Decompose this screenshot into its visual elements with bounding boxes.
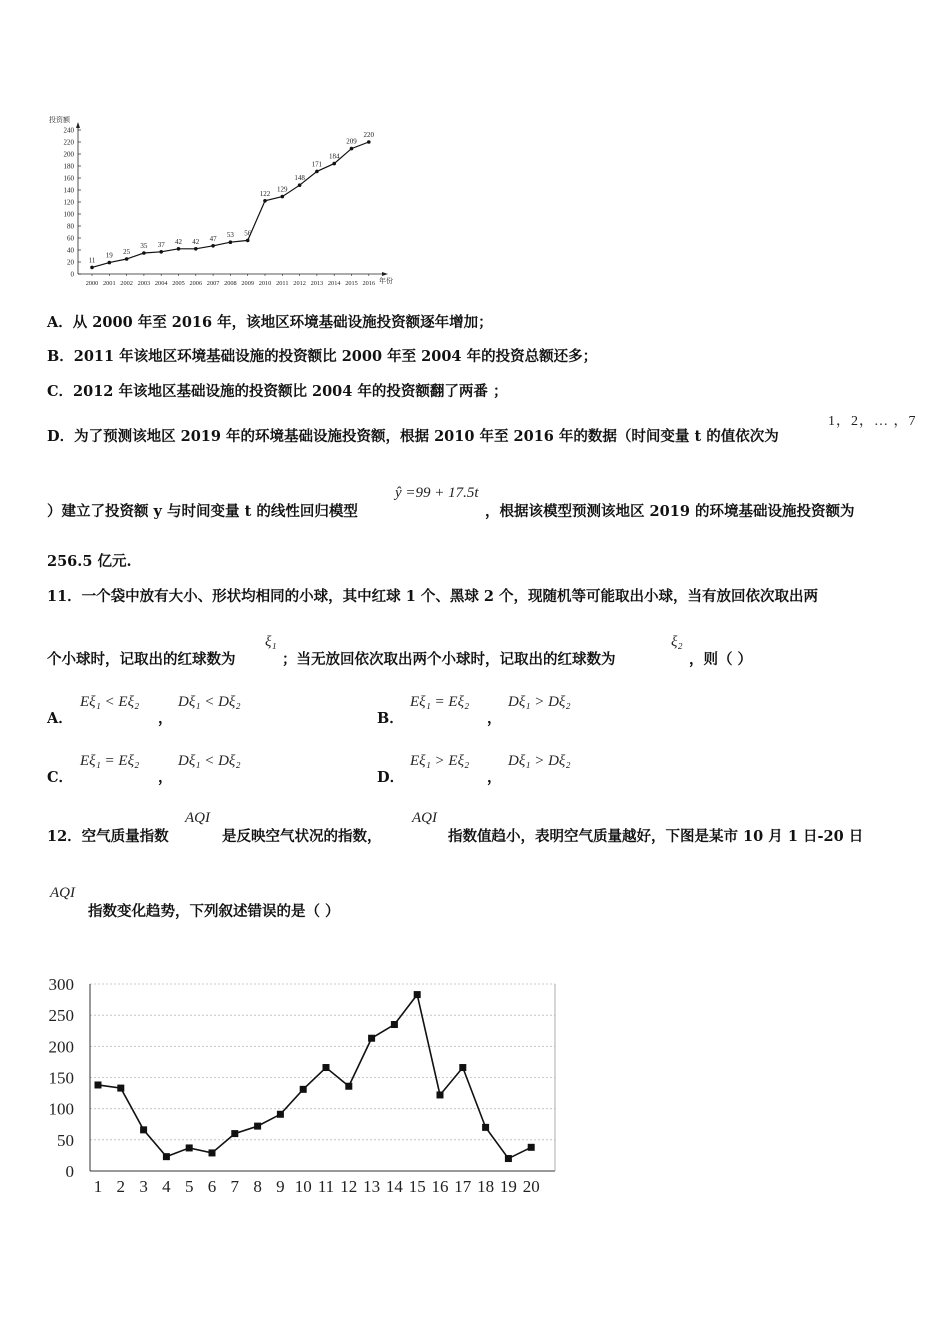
q12-stem-line1b: 是反映空气状况的指数， <box>222 828 382 845</box>
data-label: 47 <box>209 234 217 243</box>
data-point <box>263 199 267 203</box>
q12-stem-line1a: 12．空气质量指数 <box>47 828 169 845</box>
q11-stem-line1: 11．一个袋中放有大小、形状均相同的小球，其中红球 1 个、黑球 2 个，现随机等可能取出小球，当有放回依次取出两 <box>47 588 819 605</box>
q11-option-d-comma: ， <box>487 769 502 786</box>
x-tick-label: 19 <box>499 1177 517 1196</box>
x-tick-label: 6 <box>207 1177 217 1196</box>
y-tick-label: 300 <box>48 975 74 994</box>
q10-option-d-line4: 256.5 亿元. <box>47 553 132 570</box>
x-tick-label: 2006 <box>189 280 203 287</box>
data-label: 42 <box>175 237 182 246</box>
y-tick-label: 0 <box>70 270 74 279</box>
y-tick-label: 160 <box>63 174 74 183</box>
x-tick-label: 2002 <box>120 280 133 287</box>
data-label: 220 <box>363 131 375 139</box>
x-tick-label: 15 <box>408 1177 426 1196</box>
q10-option-d-line3: ，根据该模型预测该地区 2019 的环境基础设施投资额为 <box>485 503 855 520</box>
data-point <box>90 266 94 270</box>
q11-stem-line2a: 个小球时，记取出的红球数为 <box>47 651 236 668</box>
q11-stem-line2b: ；当无放回依次取出两个小球时，记取出的红球数为 <box>282 651 616 668</box>
x-tick-label: 10 <box>294 1177 312 1196</box>
q10-option-b: B．2011 年该地区环境基础设施的投资额比 2000 年至 2004 年的投资总额还多； <box>47 348 598 365</box>
x-tick-label: 5 <box>184 1177 194 1196</box>
data-point <box>142 251 146 255</box>
math-t-values: 1，2，… ，7 <box>828 414 917 429</box>
y-tick-label: 150 <box>48 1068 74 1088</box>
data-point <box>350 147 354 151</box>
data-point <box>95 1081 102 1088</box>
q10-option-a: A．从 2000 年至 2016 年，该地区环境基础设施投资额逐年增加； <box>47 314 493 331</box>
data-label: 129 <box>277 185 288 194</box>
y-tick-label: 200 <box>48 1037 74 1057</box>
x-axis-arrow <box>382 272 388 276</box>
data-point <box>177 247 181 251</box>
data-point <box>277 1111 284 1118</box>
data-label: 37 <box>157 240 165 249</box>
data-point <box>323 1064 330 1071</box>
data-point <box>414 991 421 998</box>
data-point <box>211 244 215 248</box>
data-point <box>229 240 233 244</box>
data-point <box>300 1086 307 1093</box>
x-tick-label: 11 <box>317 1177 335 1196</box>
x-tick-label: 12 <box>340 1177 358 1196</box>
x-tick-label: 2008 <box>224 280 237 287</box>
data-label: 209 <box>346 137 357 146</box>
q10-option-d-line2: ）建立了投资额 y 与时间变量 t 的线性回归模型 <box>47 503 358 520</box>
y-tick-label: 40 <box>67 246 74 255</box>
x-tick-label: 2009 <box>241 280 254 287</box>
data-label: 184 <box>328 152 340 161</box>
y-tick-label: 140 <box>63 186 74 195</box>
aqi-line-chart <box>40 970 570 1200</box>
x-tick-label: 2011 <box>276 280 289 287</box>
y-tick-label: 100 <box>63 210 74 219</box>
y-tick-label: 50 <box>57 1130 74 1150</box>
y-axis-label: 投资额 <box>49 116 70 124</box>
q11-option-c-math2: Dξ₁ < Dξ₂ <box>178 753 241 769</box>
y-tick-label: 180 <box>63 162 74 171</box>
q11-option-b-label: B． <box>377 710 404 727</box>
x-tick-label: 3 <box>139 1177 148 1196</box>
series-line <box>98 995 531 1159</box>
x-tick-label: 2013 <box>310 280 324 287</box>
x-tick-label: 2 <box>116 1177 126 1196</box>
data-point <box>117 1085 124 1092</box>
data-point <box>163 1153 170 1160</box>
math-aqi-1: AQI <box>185 810 210 826</box>
q12-stem-line1c: 指数值趋小，表明空气质量越好，下图是某市 10 月 1 日-20 日 <box>448 828 864 845</box>
q11-option-d-math2: Dξ₁ > Dξ₂ <box>508 753 571 769</box>
data-label: 11 <box>88 256 96 265</box>
x-tick-label: 8 <box>253 1177 262 1196</box>
x-tick-label: 2004 <box>154 280 168 287</box>
data-point <box>437 1091 444 1098</box>
series-line <box>92 142 369 267</box>
data-point <box>194 247 198 251</box>
x-tick-label: 2001 <box>103 280 116 287</box>
data-label: 42 <box>192 237 200 246</box>
q11-option-c-comma: ， <box>158 769 173 786</box>
math-aqi-3: AQI <box>50 885 75 901</box>
math-aqi-2: AQI <box>412 810 437 826</box>
data-label: 122 <box>259 189 271 198</box>
x-tick-label: 20 <box>522 1177 540 1196</box>
data-label: 148 <box>294 174 305 183</box>
q11-option-a-label: A． <box>47 710 73 727</box>
data-point <box>332 162 336 166</box>
x-tick-label: 2007 <box>206 280 220 287</box>
q12-stem-line2: 指数变化趋势，下列叙述错误的是（ ） <box>88 903 340 920</box>
data-point <box>254 1123 261 1130</box>
x-tick-label: 2012 <box>293 280 306 287</box>
q11-option-a-math2: Dξ₁ < Dξ₂ <box>178 694 241 710</box>
data-point <box>140 1126 147 1133</box>
data-point <box>315 170 319 174</box>
y-tick-label: 80 <box>67 222 74 231</box>
data-point <box>367 140 371 144</box>
x-tick-label: 2015 <box>345 280 358 287</box>
x-axis-label: 年份 <box>379 277 393 285</box>
x-tick-label: 2000 <box>85 280 99 287</box>
y-axis-arrow <box>76 122 80 128</box>
data-point <box>505 1155 512 1162</box>
x-tick-label: 9 <box>276 1177 285 1196</box>
x-tick-label: 2003 <box>137 280 151 287</box>
data-point <box>108 261 112 265</box>
x-tick-label: 18 <box>477 1177 495 1196</box>
data-label: 19 <box>105 251 113 260</box>
data-label: 171 <box>311 160 323 169</box>
q11-option-c-label: C． <box>47 769 74 786</box>
x-tick-label: 7 <box>230 1177 240 1196</box>
data-label: 56 <box>244 229 252 238</box>
math-xi2: ξ₂ <box>671 634 683 650</box>
data-point <box>482 1124 489 1131</box>
y-tick-label: 200 <box>63 150 74 159</box>
q11-option-d-math1: Eξ₁ > Eξ₂ <box>410 753 470 769</box>
data-point <box>231 1130 238 1137</box>
data-point <box>246 239 250 243</box>
q11-option-b-comma: ， <box>487 710 502 727</box>
x-tick-label: 2010 <box>258 280 272 287</box>
data-point <box>345 1083 352 1090</box>
y-tick-label: 220 <box>63 138 74 147</box>
y-tick-label: 100 <box>48 1099 74 1119</box>
y-tick-label: 0 <box>65 1162 74 1181</box>
q11-option-d-label: D． <box>377 769 405 786</box>
data-point <box>368 1035 375 1042</box>
q11-option-b-math2: Dξ₁ > Dξ₂ <box>508 694 571 710</box>
data-point <box>281 195 285 199</box>
data-point <box>125 257 129 261</box>
q11-option-c-math1: Eξ₁ = Eξ₂ <box>80 753 140 769</box>
q10-option-d-line1: D．为了预测该地区 2019 年的环境基础设施投资额，根据 2010 年至 2016 年的数据（时间变量 t 的值依次为 <box>47 428 779 445</box>
y-tick-label: 240 <box>63 126 74 135</box>
x-tick-label: 13 <box>363 1177 381 1196</box>
y-tick-label: 20 <box>67 258 74 267</box>
math-xi1: ξ₁ <box>265 634 277 650</box>
q11-option-a-math1: Eξ₁ < Eξ₂ <box>80 694 140 710</box>
data-point <box>459 1064 466 1071</box>
data-point <box>391 1021 398 1028</box>
data-point <box>186 1144 193 1151</box>
x-tick-label: 4 <box>162 1177 171 1196</box>
q11-stem-line2c: ，则（ ） <box>689 651 753 668</box>
x-tick-label: 1 <box>93 1177 103 1196</box>
x-tick-label: 16 <box>431 1177 449 1196</box>
x-tick-label: 2005 <box>172 280 185 287</box>
y-tick-label: 60 <box>67 234 74 243</box>
x-tick-label: 14 <box>385 1177 403 1196</box>
q11-option-b-math1: Eξ₁ = Eξ₂ <box>410 694 470 710</box>
q10-option-c: C．2012 年该地区基础设施的投资额比 2004 年的投资额翻了两番 ； <box>47 383 508 400</box>
math-regression-model: ŷ =99 + 17.5t <box>395 485 479 501</box>
data-label: 35 <box>140 242 148 250</box>
data-label: 53 <box>226 231 234 240</box>
x-tick-label: 2016 <box>362 280 376 287</box>
data-label: 25 <box>123 248 131 256</box>
data-point <box>159 250 163 254</box>
investment-line-chart <box>40 110 400 295</box>
x-tick-label: 17 <box>454 1177 472 1196</box>
x-tick-label: 2014 <box>327 280 341 287</box>
data-point <box>209 1149 216 1156</box>
y-tick-label: 120 <box>63 198 74 207</box>
q11-option-a-comma: ， <box>158 710 173 727</box>
data-point <box>298 183 302 187</box>
data-point <box>528 1144 535 1151</box>
y-tick-label: 250 <box>48 1006 74 1026</box>
